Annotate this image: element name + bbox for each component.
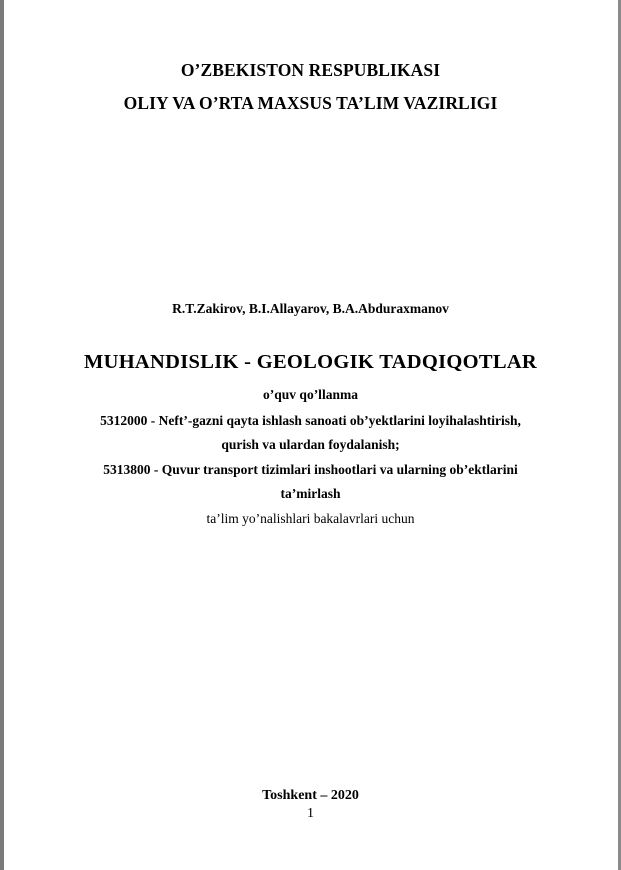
- ministry-line-1: O’ZBEKISTON RESPUBLIKASI: [180, 60, 441, 80]
- specialty-1-line-2: qurish va ulardan foydalanish;: [221, 437, 400, 452]
- ministry-line-2: OLIY VA O’RTA MAXSUS TA’LIM VAZIRLIGI: [123, 93, 498, 113]
- page-title: MUHANDISLIK - GEOLOGIK TADQIQOTLAR: [83, 351, 538, 373]
- place-year: Toshkent – 2020: [262, 788, 359, 803]
- audience-line: ta’lim yo’nalishlari bakalavrlari uchun: [206, 511, 415, 526]
- page-number: 1: [307, 806, 314, 821]
- page-edge-left: [0, 0, 4, 870]
- specialty-2-line-2: ta’mirlash: [280, 486, 341, 501]
- specialty-1-line-1: 5312000 - Neft’-gazni qayta ishlash sanoati ob’yektlarini loyihalashtirish,: [100, 413, 521, 428]
- authors: R.T.Zakirov, B.I.Allayarov, B.A.Abduraxmanov: [172, 301, 449, 316]
- specialty-2-line-1: 5313800 - Quvur transport tizimlari inshootlari va ularning ob’ektlarini: [103, 462, 518, 477]
- publication-type: o’quv qo’llanma: [263, 387, 358, 402]
